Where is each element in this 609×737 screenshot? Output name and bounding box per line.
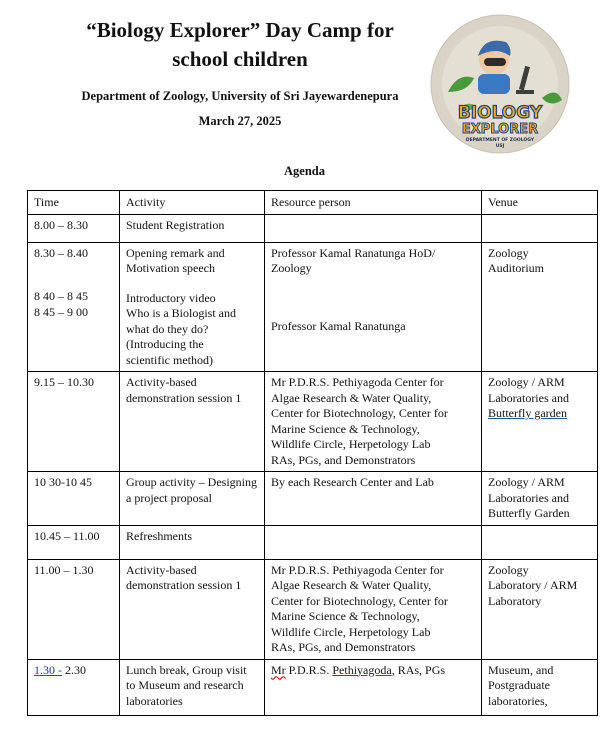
- title-line-1: “Biology Explorer” Day Camp for: [86, 18, 394, 42]
- cell-activity: Refreshments: [120, 525, 265, 559]
- table-row: [28, 214, 598, 242]
- cell-time: 8.30 – 8.40 8 40 – 8 45 8 45 – 9 00: [28, 242, 120, 372]
- cell-time: 9.15 – 10.30: [28, 372, 120, 472]
- agenda-table: [27, 190, 598, 716]
- cell-resource-person: [265, 525, 482, 559]
- cell-activity: Student Registration: [120, 214, 265, 242]
- table-row: [28, 525, 598, 559]
- biology-explorer-logo: [430, 14, 570, 154]
- column-header-venue: Venue: [482, 191, 598, 215]
- cell-resource-person: Mr P.D.R.S. Pethiyagoda Center for Algae Research & Water Quality, Center for Biotechnology, Center for Marine Science & Technology, Wildlife Circle, Herpetology Lab RAs, PGs, and Demonstrators: [265, 559, 482, 659]
- cell-venue: [482, 525, 598, 559]
- cell-activity: Opening remark and Motivation speech Introductory video Who is a Biologist and what do they do? (Introducing the scientific method): [120, 242, 265, 372]
- table-row: [28, 472, 598, 526]
- logo-text-usj: USJ: [495, 144, 505, 149]
- cell-activity: Activity-based demonstration session 1: [120, 372, 265, 472]
- table-header-row: [28, 191, 598, 215]
- cell-activity: Activity-based demonstration session 1: [120, 559, 265, 659]
- title-line-2: school children: [172, 47, 308, 71]
- cell-resource-person: By each Research Center and Lab: [265, 472, 482, 526]
- cell-time: 10.45 – 11.00: [28, 525, 120, 559]
- column-header-resource-person: Resource person: [265, 191, 482, 215]
- cell-venue: Zoology Auditorium: [482, 242, 598, 372]
- column-header-time: Time: [28, 191, 120, 215]
- cell-venue: [482, 214, 598, 242]
- table-row: [28, 659, 598, 715]
- cell-activity: Lunch break, Group visit to Museum and research laboratories: [120, 659, 265, 715]
- cell-resource-person: Mr P.D.R.S. Pethiyagoda, RAs, PGs: [265, 659, 482, 715]
- department-name: Department of Zoology, University of Sri Jayewardenepura: [81, 89, 399, 103]
- cell-venue: Museum, and Postgraduate laboratories,: [482, 659, 598, 715]
- table-row: [28, 372, 598, 472]
- table-row: [28, 559, 598, 659]
- cell-time: 11.00 – 1.30: [28, 559, 120, 659]
- cell-activity: Group activity – Designing a project proposal: [120, 472, 265, 526]
- event-date: March 27, 2025: [198, 114, 282, 128]
- cell-time: 10 30-10 45: [28, 472, 120, 526]
- table-row: [28, 242, 598, 372]
- cell-time: 1.30 - 2.30: [28, 659, 120, 715]
- page-title: [40, 16, 440, 74]
- agenda-heading: Agenda: [284, 164, 325, 178]
- logo-text-explorer: EXPLORER: [461, 122, 539, 137]
- cell-resource-person: Mr P.D.R.S. Pethiyagoda Center for Algae Research & Water Quality, Center for Biotechnology, Center for Marine Science & Technology, Wildlife Circle, Herpetology Lab RAs, PGs, and Demonstrators: [265, 372, 482, 472]
- cell-venue: Zoology / ARM Laboratories and Butterfly Garden: [482, 472, 598, 526]
- cell-venue: Zoology Laboratory / ARM Laboratory: [482, 559, 598, 659]
- logo-text-department: DEPARTMENT OF ZOOLOGY: [465, 138, 535, 143]
- cell-resource-person: Professor Kamal Ranatunga HoD/ Zoology Professor Kamal Ranatunga: [265, 242, 482, 372]
- cell-resource-person: [265, 214, 482, 242]
- cell-venue: Zoology / ARM Laboratories and Butterfly garden: [482, 372, 598, 472]
- cell-time: 8.00 – 8.30: [28, 214, 120, 242]
- column-header-activity: Activity: [120, 191, 265, 215]
- logo-text-biology: BIOLOGY: [457, 103, 543, 123]
